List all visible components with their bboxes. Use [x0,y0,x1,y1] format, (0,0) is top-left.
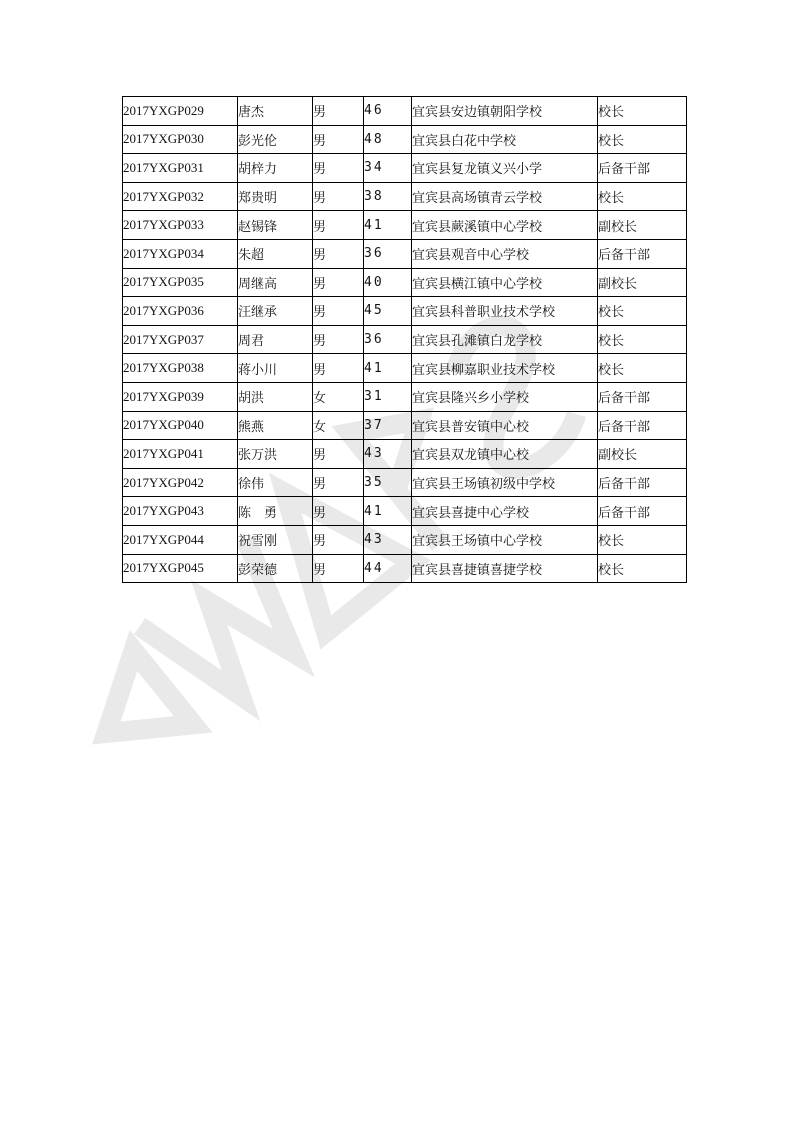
cell-age: 31 [364,382,412,411]
cell-school: 宜宾县隆兴乡小学校 [412,382,598,411]
cell-id: 2017YXGP032 [123,182,238,211]
cell-age: 44 [364,554,412,583]
cell-position: 校长 [598,182,687,211]
table-row [123,411,687,440]
cell-gender: 男 [313,239,364,268]
table-row [123,297,687,326]
cell-gender: 男 [313,525,364,554]
cell-gender: 男 [313,211,364,240]
cell-gender: 男 [313,125,364,154]
cell-position: 后备干部 [598,411,687,440]
cell-school: 宜宾县孔滩镇白龙学校 [412,325,598,354]
cell-age: 36 [364,239,412,268]
cell-age: 37 [364,411,412,440]
cell-position: 校长 [598,525,687,554]
cell-id: 2017YXGP034 [123,239,238,268]
cell-school: 宜宾县复龙镇义兴小学 [412,154,598,183]
cell-name: 周君 [238,325,313,354]
cell-age: 46 [364,97,412,126]
cell-gender: 男 [313,497,364,526]
cell-school: 宜宾县双龙镇中心校 [412,440,598,469]
cell-school: 宜宾县观音中心学校 [412,239,598,268]
cell-gender: 男 [313,468,364,497]
cell-gender: 男 [313,440,364,469]
roster-table [122,96,687,583]
cell-id: 2017YXGP039 [123,382,238,411]
cell-id: 2017YXGP030 [123,125,238,154]
cell-age: 40 [364,268,412,297]
cell-age: 35 [364,468,412,497]
cell-position: 后备干部 [598,382,687,411]
table-row [123,525,687,554]
cell-name: 汪继承 [238,297,313,326]
cell-age: 38 [364,182,412,211]
cell-gender: 男 [313,268,364,297]
cell-age: 34 [364,154,412,183]
cell-gender: 男 [313,297,364,326]
cell-id: 2017YXGP033 [123,211,238,240]
cell-name: 彭荣德 [238,554,313,583]
cell-school: 宜宾县白花中学校 [412,125,598,154]
cell-position: 后备干部 [598,239,687,268]
table-row [123,554,687,583]
cell-age: 41 [364,354,412,383]
cell-id: 2017YXGP042 [123,468,238,497]
cell-position: 校长 [598,297,687,326]
cell-name: 祝雪刚 [238,525,313,554]
cell-school: 宜宾县科普职业技术学校 [412,297,598,326]
cell-id: 2017YXGP043 [123,497,238,526]
cell-name: 唐杰 [238,97,313,126]
cell-name: 蒋小川 [238,354,313,383]
cell-school: 宜宾县蕨溪镇中心学校 [412,211,598,240]
table-row [123,239,687,268]
cell-id: 2017YXGP044 [123,525,238,554]
cell-gender: 男 [313,154,364,183]
cell-position: 后备干部 [598,468,687,497]
cell-age: 43 [364,525,412,554]
cell-gender: 男 [313,97,364,126]
cell-gender: 男 [313,354,364,383]
cell-school: 宜宾县横江镇中心学校 [412,268,598,297]
cell-name: 周继高 [238,268,313,297]
cell-school: 宜宾县普安镇中心校 [412,411,598,440]
cell-name: 彭光伦 [238,125,313,154]
cell-school: 宜宾县柳嘉职业技术学校 [412,354,598,383]
cell-gender: 男 [313,554,364,583]
cell-age: 41 [364,211,412,240]
cell-name: 陈 勇 [238,497,313,526]
cell-school: 宜宾县王场镇中心学校 [412,525,598,554]
cell-age: 41 [364,497,412,526]
cell-school: 宜宾县高场镇青云学校 [412,182,598,211]
cell-name: 赵锡锋 [238,211,313,240]
table-row [123,125,687,154]
cell-id: 2017YXGP035 [123,268,238,297]
table-row [123,440,687,469]
table-row [123,182,687,211]
cell-id: 2017YXGP040 [123,411,238,440]
table-row [123,268,687,297]
cell-school: 宜宾县喜捷中心学校 [412,497,598,526]
table-row [123,325,687,354]
cell-id: 2017YXGP037 [123,325,238,354]
cell-position: 校长 [598,325,687,354]
cell-name: 胡梓力 [238,154,313,183]
cell-position: 后备干部 [598,497,687,526]
cell-id: 2017YXGP036 [123,297,238,326]
table-row [123,154,687,183]
cell-position: 后备干部 [598,154,687,183]
table-row [123,97,687,126]
cell-id: 2017YXGP038 [123,354,238,383]
cell-age: 43 [364,440,412,469]
table-row [123,354,687,383]
cell-position: 副校长 [598,440,687,469]
cell-age: 36 [364,325,412,354]
cell-gender: 女 [313,411,364,440]
roster-body [123,97,687,583]
cell-position: 校长 [598,554,687,583]
cell-position: 校长 [598,97,687,126]
cell-id: 2017YXGP031 [123,154,238,183]
watermark-chevron-shape [77,651,194,771]
cell-position: 校长 [598,125,687,154]
cell-school: 宜宾县王场镇初级中学校 [412,468,598,497]
cell-name: 张万洪 [238,440,313,469]
cell-school: 宜宾县喜捷镇喜捷学校 [412,554,598,583]
cell-gender: 男 [313,182,364,211]
cell-name: 熊燕 [238,411,313,440]
cell-position: 副校长 [598,211,687,240]
cell-id: 2017YXGP045 [123,554,238,583]
cell-school: 宜宾县安边镇朝阳学校 [412,97,598,126]
table-row [123,468,687,497]
table-row [123,382,687,411]
cell-name: 胡洪 [238,382,313,411]
cell-position: 校长 [598,354,687,383]
cell-name: 朱超 [238,239,313,268]
cell-name: 徐伟 [238,468,313,497]
cell-gender: 男 [313,325,364,354]
cell-age: 48 [364,125,412,154]
cell-name: 郑贵明 [238,182,313,211]
table-row [123,211,687,240]
table-row [123,497,687,526]
cell-gender: 女 [313,382,364,411]
cell-id: 2017YXGP029 [123,97,238,126]
cell-id: 2017YXGP041 [123,440,238,469]
cell-position: 副校长 [598,268,687,297]
cell-age: 45 [364,297,412,326]
